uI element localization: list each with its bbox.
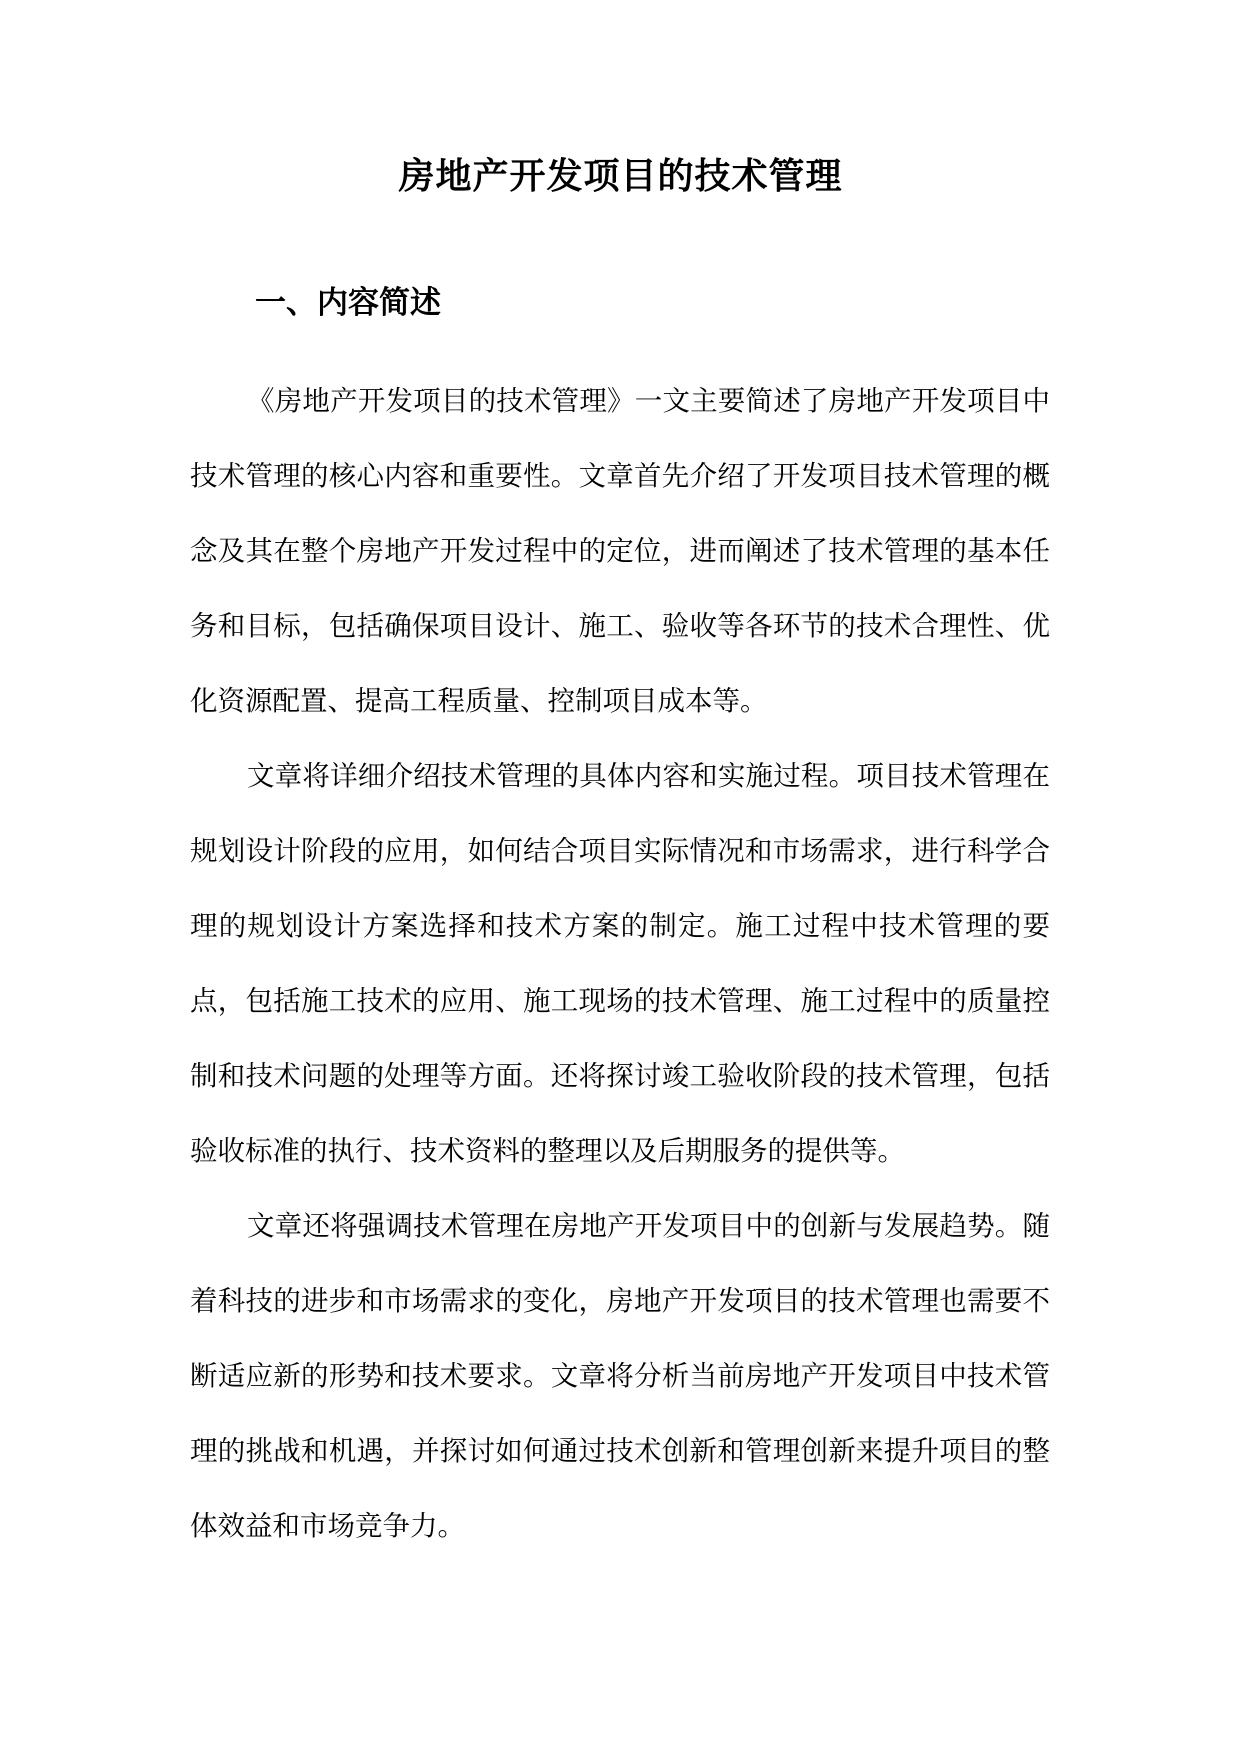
paragraph-1: 《房地产开发项目的技术管理》一文主要简述了房地产开发项目中技术管理的核心内容和重要性。文章首先介绍了开发项目技术管理的概念及其在整个房地产开发过程中的定位，进而阐述了技术管理的基本任务和目标，包括确保项目设计、施工、验收等各环节的技术合理性、优化资源配置、提高工程质量、控制项目成本等。 [190,385,1050,717]
paragraph-3: 文章还将强调技术管理在房地产开发项目中的创新与发展趋势。随着科技的进步和市场需求的变化，房地产开发项目的技术管理也需要不断适应新的形势和技术要求。文章将分析当前房地产开发项目中技术管理的挑战和机遇，并探讨如何通过技术创新和管理创新来提升项目的整体效益和市场竞争力。 [190,1210,1050,1542]
paragraph-2: 文章将详细介绍技术管理的具体内容和实施过程。项目技术管理在规划设计阶段的应用，如何结合项目实际情况和市场需求，进行科学合理的规划设计方案选择和技术方案的制定。施工过程中技术管理的要点，包括施工技术的应用、施工现场的技术管理、施工过程中的质量控制和技术问题的处理等方面。还将探讨竣工验收阶段的技术管理，包括验收标准的执行、技术资料的整理以及后期服务的提供等。 [190,760,1050,1167]
section-heading: 一、内容简述 [255,285,441,321]
document-body [190,364,1050,1564]
document-title: 房地产开发项目的技术管理 [398,155,843,197]
